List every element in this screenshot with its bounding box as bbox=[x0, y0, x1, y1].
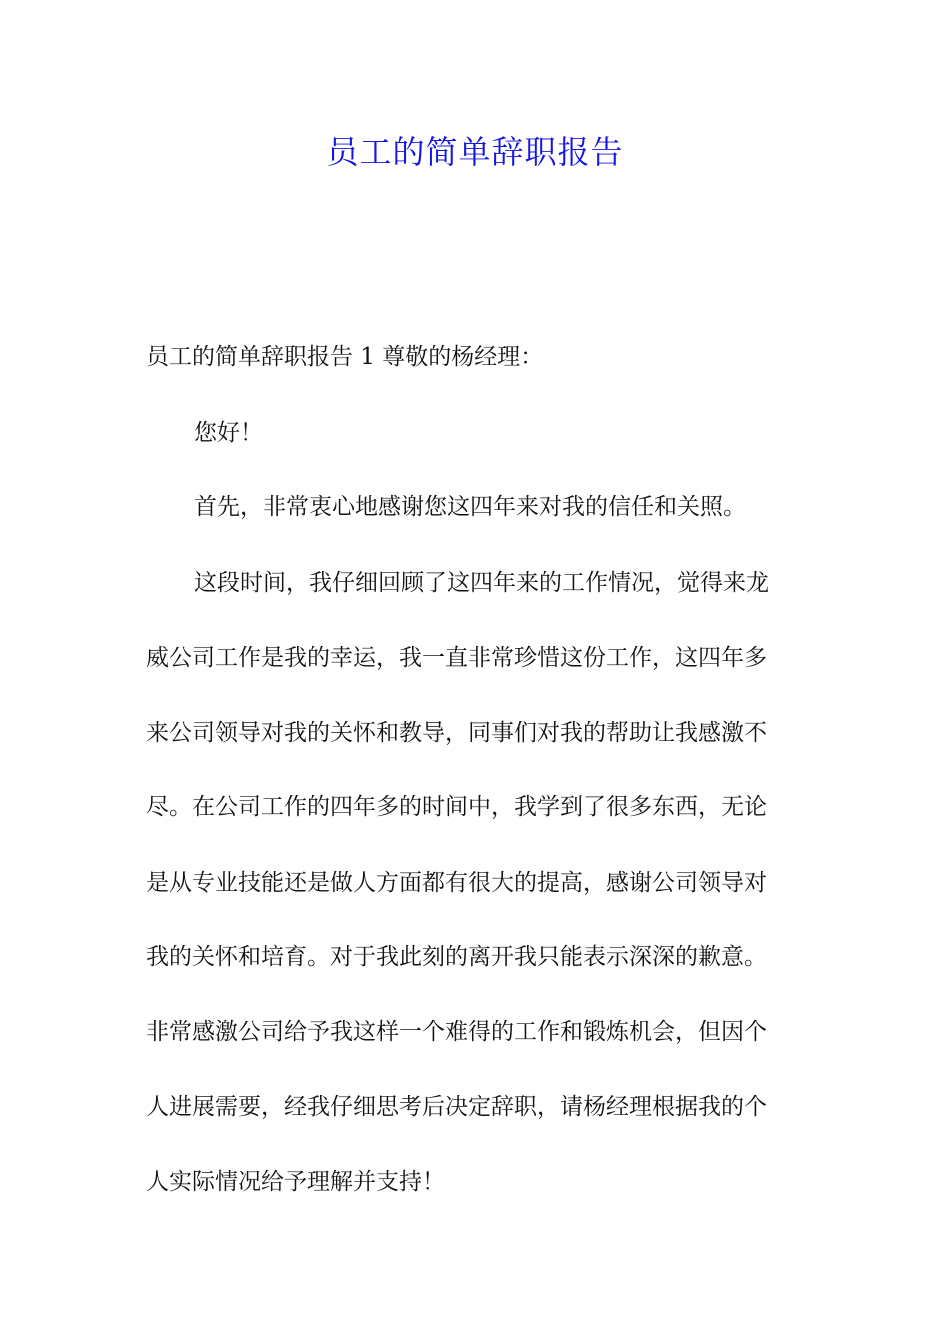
paragraph-line: 人进展需要，经我仔细思考后决定辞职，请杨经理根据我的个 bbox=[146, 1094, 767, 1120]
paragraph-line: 来公司领导对我的关怀和教导，同事们对我的帮助让我感激不 bbox=[146, 720, 767, 746]
paragraph-line: 这段时间，我仔细回顾了这四年来的工作情况，觉得来龙 bbox=[194, 570, 769, 596]
greeting-line: 您好！ bbox=[194, 420, 263, 446]
paragraph-line: 我的关怀和培育。对于我此刻的离开我只能表示深深的歉意。 bbox=[146, 944, 767, 970]
document-title: 员工的简单辞职报告 bbox=[326, 133, 624, 171]
paragraph-line: 尽。在公司工作的四年多的时间中，我学到了很多东西，无论 bbox=[146, 794, 767, 820]
salutation-line: 员工的简单辞职报告 1 尊敬的杨经理： bbox=[146, 344, 544, 370]
paragraph-line: 是从专业技能还是做人方面都有很大的提高，感谢公司领导对 bbox=[146, 870, 767, 896]
paragraph-line: 威公司工作是我的幸运，我一直非常珍惜这份工作，这四年多 bbox=[146, 645, 767, 671]
paragraph-line: 人实际情况给予理解并支持！ bbox=[146, 1169, 445, 1195]
paragraph-line: 非常感激公司给予我这样一个难得的工作和锻炼机会，但因个 bbox=[146, 1019, 767, 1045]
paragraph-line: 首先，非常衷心地感谢您这四年来对我的信任和关照。 bbox=[194, 494, 746, 520]
